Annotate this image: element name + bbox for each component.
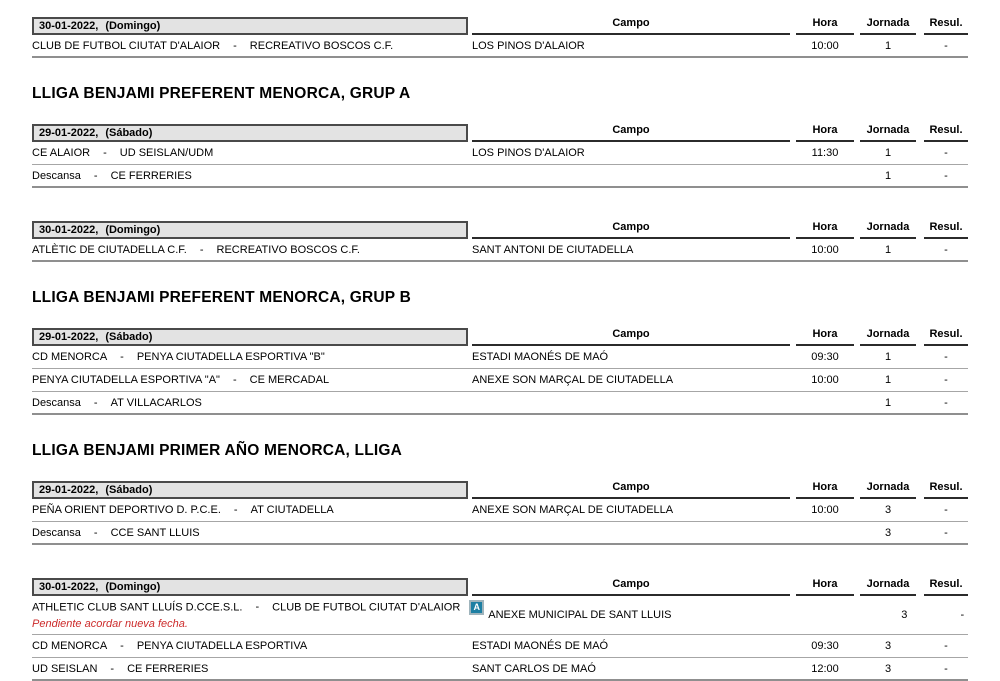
result-cell: - [960, 609, 965, 621]
vs-separator: - [103, 147, 107, 159]
section-heading: LLIGA BENJAMI PREFERENT MENORCA, GRUP B [32, 289, 411, 306]
result-cell: - [944, 243, 948, 256]
time-cell: 10:00 [811, 39, 839, 52]
weekday-label: (Sábado) [105, 484, 153, 496]
column-header-jornada: Jornada [860, 578, 916, 596]
fixture-row-postponed [32, 596, 968, 635]
table-header-row [32, 481, 968, 499]
result-cell: - [944, 39, 948, 52]
venue-cell: ANEXE SON MARÇAL DE CIUTADELLA [472, 374, 674, 386]
away-team: PENYA CIUTADELLA ESPORTIVA "B" [136, 351, 325, 363]
vs-separator: - [120, 640, 124, 652]
time-cell: 11:30 [811, 147, 839, 159]
date-label: 30-01-2022, [39, 224, 99, 236]
vs-separator: - [199, 243, 204, 256]
weekday-label: (Sábado) [105, 127, 153, 139]
home-team: CE ALAIOR [32, 147, 91, 159]
fixtures-table [32, 124, 968, 188]
date-header [32, 481, 468, 499]
matchday-cell: 1 [884, 243, 892, 256]
date-label: 30-01-2022, [39, 581, 99, 593]
fixture-row [32, 658, 968, 681]
fixture-row-bye [32, 522, 968, 545]
date-header [32, 221, 468, 239]
time-cell: 09:30 [811, 640, 839, 652]
column-header-campo: Campo [472, 124, 790, 142]
vs-separator: - [232, 374, 237, 386]
column-header-hora: Hora [796, 124, 854, 142]
matchday-cell: 3 [884, 640, 892, 652]
date-header [32, 17, 468, 35]
bye-label: Descansa [32, 526, 81, 539]
away-team: CE MERCADAL [249, 374, 330, 386]
fixture-row [32, 499, 968, 522]
column-header-resul: Resul. [924, 124, 968, 142]
home-team: CD MENORCA [32, 351, 108, 363]
matchday-cell: 1 [884, 39, 892, 52]
column-header-jornada: Jornada [860, 221, 916, 239]
time-cell: 09:30 [811, 351, 839, 363]
vs-separator: - [93, 396, 98, 409]
away-team: CE FERRERIES [127, 662, 209, 675]
time-cell: 10:00 [811, 243, 839, 256]
column-header-jornada: Jornada [860, 481, 916, 499]
result-cell: - [944, 351, 948, 363]
fixtures-table [32, 17, 968, 58]
vs-separator: - [233, 39, 237, 52]
fixture-row [32, 239, 968, 262]
fixture-row [32, 635, 968, 658]
column-header-resul: Resul. [924, 17, 968, 35]
fixtures-table [32, 481, 968, 545]
column-header-jornada: Jornada [860, 124, 916, 142]
column-header-campo: Campo [472, 481, 790, 499]
matchday-cell: 3 [901, 609, 908, 621]
venue-cell: ANEXE SON MARÇAL DE CIUTADELLA [472, 504, 674, 516]
result-cell: - [944, 662, 948, 675]
weekday-label: (Domingo) [105, 581, 161, 593]
column-header-hora: Hora [796, 17, 854, 35]
result-cell: - [944, 374, 948, 386]
fixture-row [32, 369, 968, 392]
home-team: ATHLETIC CLUB SANT LLUÍS D.CCE.S.L. [32, 601, 243, 614]
venue-cell: ANEXE MUNICIPAL DE SANT LLUIS [488, 609, 672, 621]
column-header-resul: Resul. [924, 221, 968, 239]
venue-cell: ESTADI MAONÉS DE MAÓ [472, 351, 609, 363]
fixture-row [32, 142, 968, 165]
result-cell: - [944, 147, 948, 159]
date-header [32, 124, 468, 142]
weekday-label: (Domingo) [105, 224, 161, 236]
column-header-jornada: Jornada [860, 17, 916, 35]
matchday-cell: 3 [884, 662, 892, 675]
matchday-cell: 1 [884, 396, 892, 409]
table-header-row [32, 221, 968, 239]
vs-separator: - [93, 169, 98, 182]
postponed-note: Pendiente acordar nueva fecha. [32, 618, 188, 630]
home-team: PENYA CIUTADELLA ESPORTIVA "A" [32, 374, 220, 386]
table-header-row [32, 578, 968, 596]
bye-team: CE FERRERIES [110, 169, 192, 182]
away-team: AT CIUTADELLA [250, 504, 334, 516]
column-header-campo: Campo [472, 17, 790, 35]
time-cell: 12:00 [811, 662, 839, 675]
matchday-cell: 1 [884, 351, 892, 363]
venue-cell: SANT CARLOS DE MAÓ [472, 662, 596, 675]
home-team: ATLÈTIC DE CIUTADELLA C.F. [32, 243, 187, 256]
vs-separator: - [120, 351, 124, 363]
away-team: RECREATIVO BOSCOS C.F. [216, 243, 360, 256]
home-team: PEÑA ORIENT DEPORTIVO D. P.C.E. [32, 504, 221, 516]
column-header-jornada: Jornada [860, 328, 916, 346]
bye-label: Descansa [32, 169, 81, 182]
away-team: CLUB DE FUTBOL CIUTAT D'ALAIOR [272, 601, 461, 614]
weekday-label: (Domingo) [105, 20, 161, 32]
result-cell: - [944, 396, 948, 409]
column-header-campo: Campo [472, 328, 790, 346]
section-heading: LLIGA BENJAMI PREFERENT MENORCA, GRUP A [32, 85, 411, 102]
matchday-cell: 3 [884, 504, 892, 516]
time-cell: 10:00 [811, 504, 839, 516]
section-heading: LLIGA BENJAMI PRIMER AÑO MENORCA, LLIGA [32, 442, 403, 459]
away-team: UD SEISLAN/UDM [119, 147, 214, 159]
column-header-resul: Resul. [924, 328, 968, 346]
venue-cell: LOS PINOS D'ALAIOR [472, 39, 585, 52]
away-team: RECREATIVO BOSCOS C.F. [249, 39, 394, 52]
result-cell: - [944, 526, 948, 539]
away-team: PENYA CIUTADELLA ESPORTIVA [136, 640, 308, 652]
date-header [32, 328, 468, 346]
vs-separator: - [93, 526, 98, 539]
column-header-hora: Hora [796, 328, 854, 346]
column-header-campo: Campo [472, 221, 790, 239]
fixture-row-bye [32, 165, 968, 188]
column-header-hora: Hora [796, 221, 854, 239]
table-header-row [32, 124, 968, 142]
weekday-label: (Sábado) [105, 331, 153, 343]
home-team: CD MENORCA [32, 640, 108, 652]
table-header-row [32, 328, 968, 346]
date-label: 29-01-2022, [39, 127, 99, 139]
bye-team: AT VILLACARLOS [110, 396, 202, 409]
column-header-campo: Campo [472, 578, 790, 596]
date-label: 29-01-2022, [39, 484, 99, 496]
time-cell: 10:00 [811, 374, 839, 386]
result-cell: - [944, 640, 948, 652]
vs-separator: - [110, 662, 115, 675]
result-cell: - [944, 169, 948, 182]
venue-cell: ESTADI MAONÉS DE MAÓ [472, 640, 609, 652]
fixture-row [32, 346, 968, 369]
column-header-hora: Hora [796, 481, 854, 499]
home-team: UD SEISLAN [32, 662, 98, 675]
fixture-row [32, 35, 968, 58]
matchday-cell: 1 [884, 374, 892, 386]
vs-separator: - [233, 504, 238, 516]
result-cell: - [944, 504, 948, 516]
matchday-cell: 1 [884, 147, 892, 159]
bye-label: Descansa [32, 396, 81, 409]
column-header-resul: Resul. [924, 578, 968, 596]
date-label: 29-01-2022, [39, 331, 99, 343]
column-header-resul: Resul. [924, 481, 968, 499]
fixtures-table [32, 221, 968, 262]
table-header-row [32, 17, 968, 35]
venue-cell: LOS PINOS D'ALAIOR [472, 147, 585, 159]
date-label: 30-01-2022, [39, 20, 99, 32]
bye-team: CCE SANT LLUIS [110, 526, 200, 539]
date-header [32, 578, 468, 596]
vs-separator: - [255, 601, 260, 614]
matchday-cell: 3 [884, 526, 892, 539]
column-header-hora: Hora [796, 578, 854, 596]
fixtures-table [32, 328, 968, 415]
home-team: CLUB DE FUTBOL CIUTAT D'ALAIOR [32, 39, 221, 52]
postponed-indicator-icon[interactable]: A [469, 600, 484, 615]
venue-cell: SANT ANTONI DE CIUTADELLA [472, 243, 634, 256]
fixture-row-bye [32, 392, 968, 415]
matchday-cell: 1 [884, 169, 892, 182]
fixtures-table [32, 578, 968, 681]
